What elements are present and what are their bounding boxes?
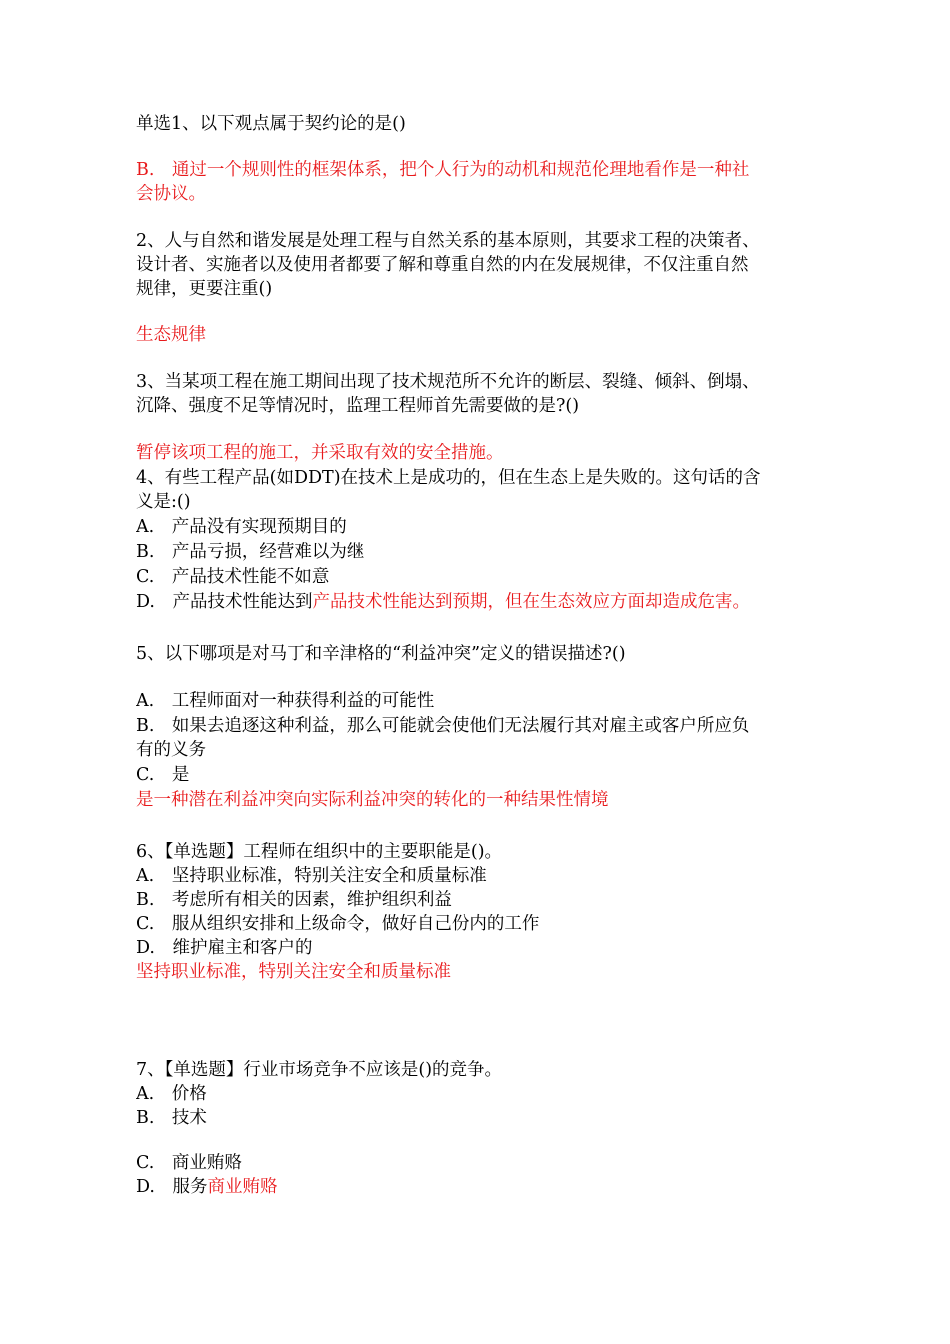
q6-option-d: D. 维护雇主和客户的 xyxy=(136,938,313,958)
q6-option-c: C. 服从组织安排和上级命令，做好自己份内的工作 xyxy=(136,914,540,934)
q5-option-b-line-1: B. 如果去追逐这种利益，那么可能就会使他们无法履行其对雇主或客户所应负 xyxy=(136,716,750,736)
q1-answer-line-1: B. 通过一个规则性的框架体系，把个人行为的动机和规范伦理地看作是一种社 xyxy=(136,160,750,180)
q1-answer-line-2: 会协议。 xyxy=(136,184,206,204)
q6-stem: 6、【单选题】工程师在组织中的主要职能是()。 xyxy=(136,842,503,862)
q5-answer: 是一种潜在利益冲突向实际利益冲突的转化的一种结果性情境 xyxy=(136,790,609,810)
q4-option-d xyxy=(136,590,826,614)
q2-answer: 生态规律 xyxy=(136,325,206,345)
q4-option-a: A. 产品没有实现预期目的 xyxy=(136,517,347,537)
q7-option-b: B. 技术 xyxy=(136,1108,207,1128)
q5-option-b-line-2: 有的义务 xyxy=(136,740,206,760)
q5-option-a: A. 工程师面对一种获得利益的可能性 xyxy=(136,691,435,711)
q6-option-a: A. 坚持职业标准，特别关注安全和质量标准 xyxy=(136,866,487,886)
q4-answer: 产品技术性能达到预期，但在生态效应方面却造成危害。 xyxy=(312,592,750,612)
q7-answer: 商业贿赂 xyxy=(207,1177,278,1197)
q4-stem-line-2: 义是:() xyxy=(136,492,191,512)
q4-option-c: C. 产品技术性能不如意 xyxy=(136,567,330,587)
q7-option-d xyxy=(136,1175,826,1199)
q7-option-d-text: D. 服务 xyxy=(136,1177,208,1197)
q2-stem-line-3: 规律，更要注重() xyxy=(136,279,273,299)
q2-stem-line-2: 设计者、实施者以及使用者都要了解和尊重自然的内在发展规律，不仅注重自然 xyxy=(136,255,749,275)
q4-option-b: B. 产品亏损，经营难以为继 xyxy=(136,542,365,562)
q4-option-d-text: D. 产品技术性能达到 xyxy=(136,592,313,612)
q7-stem: 7、【单选题】行业市场竞争不应该是()的竞争。 xyxy=(136,1060,503,1080)
q2-stem-line-1: 2、人与自然和谐发展是处理工程与自然关系的基本原则，其要求工程的决策者、 xyxy=(136,231,760,251)
q7-option-c: C. 商业贿赂 xyxy=(136,1153,242,1173)
q7-option-a: A. 价格 xyxy=(136,1084,207,1104)
q3-answer: 暂停该项工程的施工，并采取有效的安全措施。 xyxy=(136,443,504,463)
q6-option-b: B. 考虑所有相关的因素，维护组织利益 xyxy=(136,890,452,910)
q3-stem-line-1: 3、当某项工程在施工期间出现了技术规范所不允许的断层、裂缝、倾斜、倒塌、 xyxy=(136,372,760,392)
q4-stem-line-1: 4、有些工程产品(如DDT)在技术上是成功的，但在生态上是失败的。这句话的含 xyxy=(136,468,761,488)
q3-stem-line-2: 沉降、强度不足等情况时，监理工程师首先需要做的是?() xyxy=(136,396,580,416)
q5-stem: 5、以下哪项是对马丁和辛津格的“利益冲突”定义的错误描述?() xyxy=(136,644,626,664)
q1-stem-line-1: 单选1、以下观点属于契约论的是() xyxy=(136,114,406,134)
q5-option-c: C. 是 xyxy=(136,765,190,785)
q6-answer: 坚持职业标准，特别关注安全和质量标准 xyxy=(136,962,451,982)
